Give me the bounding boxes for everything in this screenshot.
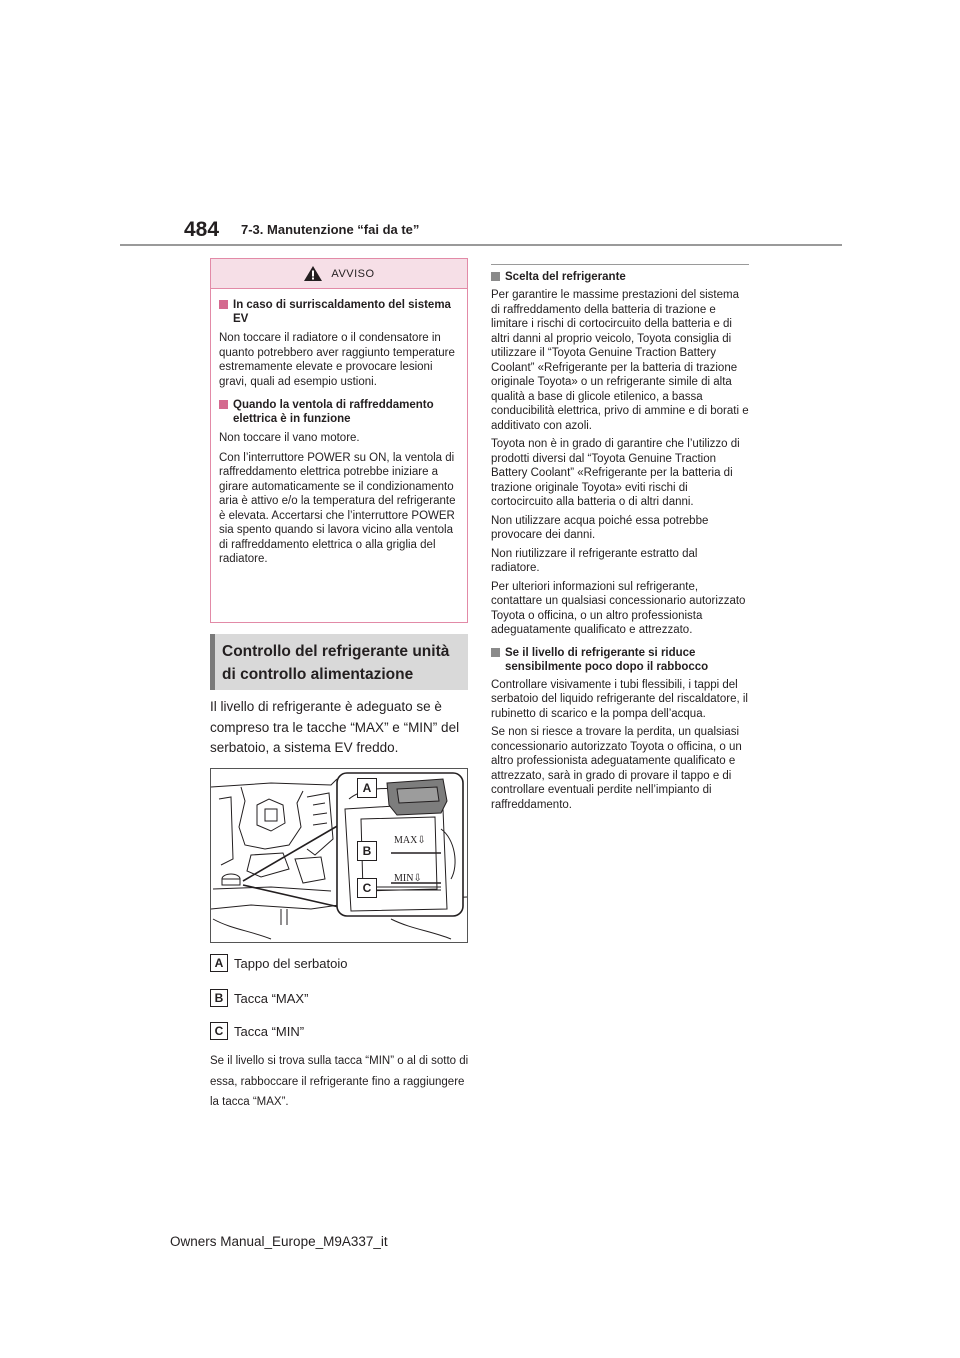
callout-c: C: [357, 878, 377, 898]
square-bullet-icon: [219, 400, 228, 409]
subheading-text: Scelta del refrigerante: [505, 271, 626, 283]
warning-subheading: [219, 398, 459, 426]
paragraph: Per ulteriori informazioni sul refrigerante, contattare un qualsiasi concessionario autorizzato Toyota o officina, o un altro professionista adeguatamente qualificato e attrezzato.: [491, 580, 746, 636]
paragraph: Controllare visivamente i tubi flessibili, i tappi del serbatoio del liquido refrigerante del riscaldatore, il rubinetto di scarico e la pompa dell’acqua.: [491, 678, 748, 720]
page-number: 484: [184, 218, 220, 241]
warning-label: AVVISO: [331, 267, 375, 280]
section-title: 7-3. Manutenzione “fai da te”: [241, 222, 420, 237]
warning-paragraph: Non toccare il radiatore o il condensatore in quanto potrebbero aver raggiunto temperature estremamente elevate e provocare lesioni gravi, quali ad esempio ustioni.: [219, 332, 455, 388]
legend-item: [210, 989, 308, 1007]
right-column: [491, 264, 749, 812]
footer-text: Owners Manual_Europe_M9A337_it: [170, 1234, 388, 1249]
square-bullet-icon: [491, 648, 500, 657]
square-bullet-icon: [219, 300, 228, 309]
header-divider: [120, 244, 842, 246]
callout-b: B: [357, 841, 377, 861]
paragraph: Non utilizzare acqua poiché essa potrebbe provocare dei danni.: [491, 514, 709, 541]
legend-letter: A: [210, 954, 228, 972]
warning-subheading: [219, 298, 459, 326]
legend-letter: C: [210, 1022, 228, 1040]
main-heading: [210, 634, 468, 690]
main-heading-line: Controllo del refrigerante unità: [222, 643, 450, 660]
warning-paragraph: Non toccare il vano motore.: [219, 432, 360, 444]
callout-a: A: [357, 778, 377, 798]
legend-item: [210, 1022, 304, 1040]
right-column-divider: [491, 264, 749, 265]
legend-item: [210, 954, 347, 972]
warning-paragraph: Con l’interruttore POWER su ON, la ventola di raffreddamento elettrica potrebbe iniziare a girare automaticamente se il condizionamento aria è attivo e/o la temperatura del refrigerante è elevata. Accertarsi che l’interruttore POWER sia spento quando si lavora vicino alla ventola di raffreddamento elettrica o alla griglia del radiatore.: [219, 451, 456, 565]
paragraph: Se non si riesce a trovare la perdita, un qualsiasi concessionario autorizzato Toyota o officina, o un altro professionista adeguatamente qualificato e attrezzato, sarà in grado di provare il tappo e di controllare eventuali perdite nell’impianto di raffreddamento.: [491, 726, 742, 811]
paragraph: Per garantire le massime prestazioni del sistema di raffreddamento della batteria di trazione e limitare i rischi di cortocircuito della batteria e di altri danni al proprio veicolo, Toyota consiglia di utilizzare il “Toyota Genuine Traction Battery Coolant” «Refrigerante per la batteria di trazione originale Toyota» o un refrigerante simile di alta qualità a base di glicole etilenico, a bassa conducibilità elettrica, privo di ammine e di borati e additivato con azoli.: [491, 289, 749, 432]
warning-header: [211, 259, 467, 289]
subheading: [491, 646, 749, 674]
min-mark-label: MIN⇩: [394, 873, 422, 884]
main-heading-line: di controllo alimentazione: [222, 666, 414, 683]
coolant-reservoir-figure: [210, 768, 468, 943]
square-bullet-icon: [491, 272, 500, 281]
subheading: [491, 270, 749, 284]
legend-text: Tacca “MIN”: [234, 1023, 305, 1039]
subheading-text: Se il livello di refrigerante si riduce sensibilmente poco dopo il rabbocco: [505, 646, 709, 673]
legend-text: Tacca “MAX”: [234, 990, 309, 1006]
warning-subheading-text: Quando la ventola di raffreddamento elettrica è in funzione: [233, 399, 434, 425]
reservoir-cap: [387, 779, 447, 815]
engine-compartment-illustration: [211, 769, 467, 942]
warning-subheading-text: In caso di surriscaldamento del sistema EV: [233, 299, 451, 325]
refill-note: Se il livello si trova sulla tacca “MIN” o al di sotto di essa, rabboccare il refrigerante fino a raggiungere la tacca “MAX”.: [210, 1055, 469, 1108]
warning-triangle-icon: [303, 265, 323, 282]
legend-letter: B: [210, 989, 228, 1007]
paragraph: Toyota non è in grado di garantire che l’utilizzo di prodotti diversi dal “Toyota Genuine Traction Battery Coolant” «Refrigerante per la batteria di trazione originale Toyota» eviti rischi di cortocircuito alla batteria o di altri danni.: [491, 438, 740, 508]
warning-box: [210, 258, 468, 623]
legend-text: Tappo del serbatoio: [234, 955, 348, 971]
intro-text: Il livello di refrigerante è adeguato se è compreso tra le tacche “MAX” e “MIN” del serbatoio, a sistema EV freddo.: [210, 699, 460, 755]
paragraph: Non riutilizzare il refrigerante estratto dal radiatore.: [491, 547, 698, 574]
max-mark-label: MAX⇩: [394, 835, 426, 846]
